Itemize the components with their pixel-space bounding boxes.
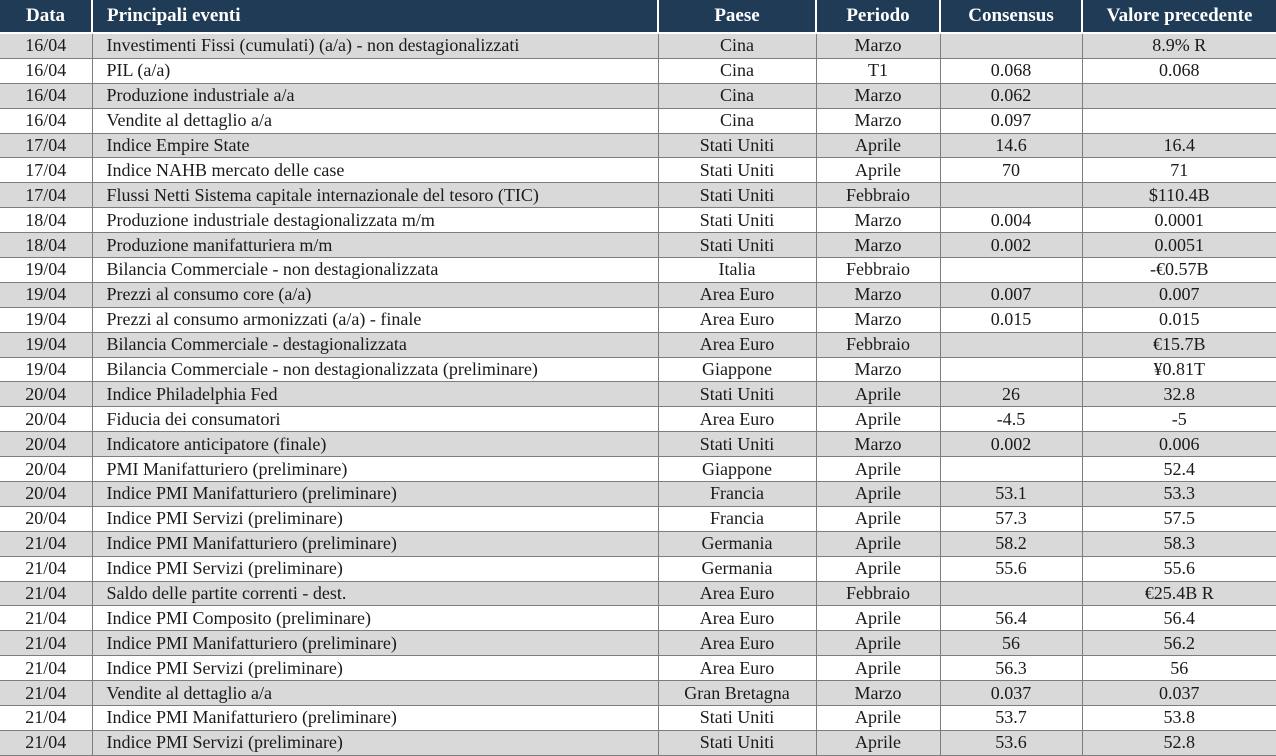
cell-evento: Indice Philadelphia Fed [92,382,658,407]
cell-evento: Indice Empire State [92,133,658,158]
cell-paese: Stati Uniti [658,706,816,731]
cell-periodo: Marzo [816,432,940,457]
cell-data: 16/04 [0,33,92,58]
cell-periodo: Marzo [816,208,940,233]
cell-paese: Area Euro [658,656,816,681]
cell-paese: Gran Bretagna [658,681,816,706]
cell-evento: Indice PMI Manifatturiero (preliminare) [92,482,658,507]
cell-precedente: €15.7B [1082,332,1276,357]
table-row[interactable] [0,357,1276,382]
cell-paese: Cina [658,83,816,108]
table-row[interactable] [0,282,1276,307]
cell-consensus: 0.002 [940,233,1082,258]
cell-consensus [940,33,1082,58]
cell-periodo: Aprile [816,656,940,681]
table-row[interactable] [0,332,1276,357]
cell-evento: Fiducia dei consumatori [92,407,658,432]
column-header-eventi[interactable]: Principali eventi [92,0,658,33]
table-row[interactable] [0,606,1276,631]
cell-data: 17/04 [0,158,92,183]
cell-data: 18/04 [0,233,92,258]
table-row[interactable] [0,482,1276,507]
cell-precedente: 71 [1082,158,1276,183]
table-row[interactable] [0,506,1276,531]
cell-paese: Stati Uniti [658,382,816,407]
cell-periodo: Aprile [816,382,940,407]
cell-consensus: 0.097 [940,108,1082,133]
cell-periodo: Aprile [816,606,940,631]
cell-paese: Cina [658,58,816,83]
table-row[interactable] [0,108,1276,133]
table-row[interactable] [0,681,1276,706]
cell-data: 21/04 [0,681,92,706]
cell-precedente: 0.068 [1082,58,1276,83]
cell-data: 16/04 [0,108,92,133]
cell-consensus: 0.002 [940,432,1082,457]
cell-evento: Flussi Netti Sistema capitale internazionale del tesoro (TIC) [92,183,658,208]
cell-paese: Stati Uniti [658,158,816,183]
table-row[interactable] [0,258,1276,283]
cell-consensus: 58.2 [940,531,1082,556]
cell-consensus: 53.7 [940,706,1082,731]
cell-consensus: 14.6 [940,133,1082,158]
cell-consensus [940,183,1082,208]
cell-paese: Area Euro [658,282,816,307]
cell-paese: Stati Uniti [658,183,816,208]
cell-precedente: 58.3 [1082,531,1276,556]
cell-precedente: 55.6 [1082,556,1276,581]
table-row[interactable] [0,631,1276,656]
cell-periodo: Aprile [816,706,940,731]
cell-periodo: Marzo [816,83,940,108]
table-row[interactable] [0,58,1276,83]
cell-evento: Indice NAHB mercato delle case [92,158,658,183]
cell-periodo: Febbraio [816,581,940,606]
column-header-data[interactable]: Data [0,0,92,33]
table-row[interactable] [0,432,1276,457]
cell-consensus: -4.5 [940,407,1082,432]
cell-data: 19/04 [0,282,92,307]
table-row[interactable] [0,307,1276,332]
cell-data: 16/04 [0,58,92,83]
cell-evento: Indice PMI Manifatturiero (preliminare) [92,706,658,731]
cell-data: 19/04 [0,307,92,332]
cell-precedente: 0.007 [1082,282,1276,307]
cell-data: 21/04 [0,531,92,556]
cell-consensus: 56.3 [940,656,1082,681]
cell-periodo: Marzo [816,33,940,58]
table-body [0,33,1276,755]
cell-data: 21/04 [0,730,92,755]
cell-precedente: 53.3 [1082,482,1276,507]
cell-periodo: Aprile [816,482,940,507]
cell-precedente: 8.9% R [1082,33,1276,58]
cell-consensus: 55.6 [940,556,1082,581]
column-header-consensus[interactable]: Consensus [940,0,1082,33]
cell-paese: Area Euro [658,606,816,631]
table-row[interactable] [0,33,1276,58]
cell-precedente: -€0.57B [1082,258,1276,283]
cell-consensus: 53.6 [940,730,1082,755]
cell-paese: Giappone [658,357,816,382]
cell-periodo: Marzo [816,681,940,706]
table-row[interactable] [0,83,1276,108]
cell-precedente: ¥0.81T [1082,357,1276,382]
cell-precedente: 32.8 [1082,382,1276,407]
cell-data: 16/04 [0,83,92,108]
cell-consensus: 0.037 [940,681,1082,706]
cell-precedente: 0.006 [1082,432,1276,457]
table-row[interactable] [0,730,1276,755]
cell-periodo: Aprile [816,506,940,531]
column-header-periodo[interactable]: Periodo [816,0,940,33]
cell-evento: Prezzi al consumo armonizzati (a/a) - finale [92,307,658,332]
table-row[interactable] [0,656,1276,681]
cell-periodo: Febbraio [816,258,940,283]
cell-data: 20/04 [0,407,92,432]
cell-consensus [940,357,1082,382]
cell-precedente: 52.4 [1082,457,1276,482]
cell-paese: Cina [658,33,816,58]
cell-consensus: 0.004 [940,208,1082,233]
cell-data: 21/04 [0,581,92,606]
cell-paese: Stati Uniti [658,233,816,258]
cell-paese: Area Euro [658,581,816,606]
cell-evento: Indice PMI Servizi (preliminare) [92,506,658,531]
cell-data: 18/04 [0,208,92,233]
cell-paese: Stati Uniti [658,208,816,233]
cell-periodo: Aprile [816,531,940,556]
table-row[interactable] [0,581,1276,606]
table-row[interactable] [0,233,1276,258]
cell-periodo: Marzo [816,357,940,382]
cell-evento: Indice PMI Manifatturiero (preliminare) [92,631,658,656]
cell-periodo: Aprile [816,631,940,656]
cell-evento: Bilancia Commerciale - destagionalizzata [92,332,658,357]
cell-consensus: 0.068 [940,58,1082,83]
cell-precedente [1082,83,1276,108]
table-row[interactable] [0,457,1276,482]
cell-paese: Francia [658,482,816,507]
cell-consensus: 0.015 [940,307,1082,332]
cell-data: 21/04 [0,706,92,731]
cell-consensus: 56.4 [940,606,1082,631]
cell-paese: Germania [658,556,816,581]
cell-consensus [940,457,1082,482]
cell-evento: Bilancia Commerciale - non destagionalizzata [92,258,658,283]
table-row[interactable] [0,183,1276,208]
cell-data: 19/04 [0,332,92,357]
cell-periodo: Aprile [816,407,940,432]
cell-evento: Bilancia Commerciale - non destagionalizzata (preliminare) [92,357,658,382]
cell-precedente: 0.0001 [1082,208,1276,233]
table-row[interactable] [0,407,1276,432]
cell-periodo: Aprile [816,133,940,158]
cell-paese: Area Euro [658,332,816,357]
cell-data: 21/04 [0,656,92,681]
cell-data: 21/04 [0,606,92,631]
table-row[interactable] [0,706,1276,731]
cell-evento: Indice PMI Servizi (preliminare) [92,730,658,755]
cell-data: 19/04 [0,258,92,283]
cell-precedente: 53.8 [1082,706,1276,731]
cell-evento: Investimenti Fissi (cumulati) (a/a) - non destagionalizzati [92,33,658,58]
cell-paese: Giappone [658,457,816,482]
cell-precedente: 0.037 [1082,681,1276,706]
cell-consensus [940,581,1082,606]
cell-periodo: Aprile [816,457,940,482]
cell-periodo: Febbraio [816,183,940,208]
cell-data: 17/04 [0,133,92,158]
cell-data: 20/04 [0,506,92,531]
cell-data: 20/04 [0,457,92,482]
cell-precedente: 56 [1082,656,1276,681]
cell-precedente: 0.0051 [1082,233,1276,258]
cell-periodo: Marzo [816,307,940,332]
cell-evento: Indice PMI Servizi (preliminare) [92,656,658,681]
table-row[interactable] [0,208,1276,233]
table-header-row [0,0,1276,33]
table-row[interactable] [0,382,1276,407]
cell-evento: Indice PMI Servizi (preliminare) [92,556,658,581]
cell-evento: Prezzi al consumo core (a/a) [92,282,658,307]
cell-paese: Stati Uniti [658,133,816,158]
cell-precedente: 0.015 [1082,307,1276,332]
cell-evento: Vendite al dettaglio a/a [92,108,658,133]
cell-consensus [940,258,1082,283]
cell-data: 21/04 [0,631,92,656]
cell-precedente: 52.8 [1082,730,1276,755]
cell-paese: Francia [658,506,816,531]
cell-periodo: Aprile [816,730,940,755]
cell-data: 17/04 [0,183,92,208]
cell-precedente: $110.4B [1082,183,1276,208]
cell-evento: Saldo delle partite correnti - dest. [92,581,658,606]
cell-precedente: 56.4 [1082,606,1276,631]
cell-precedente: -5 [1082,407,1276,432]
cell-evento: PIL (a/a) [92,58,658,83]
cell-evento: Produzione industriale a/a [92,83,658,108]
cell-periodo: Febbraio [816,332,940,357]
cell-data: 21/04 [0,556,92,581]
table-row[interactable] [0,531,1276,556]
cell-periodo: Aprile [816,158,940,183]
cell-periodo: Marzo [816,233,940,258]
cell-precedente: €25.4B R [1082,581,1276,606]
cell-periodo: T1 [816,58,940,83]
table-row[interactable] [0,133,1276,158]
cell-precedente [1082,108,1276,133]
table-row[interactable] [0,158,1276,183]
table-row[interactable] [0,556,1276,581]
cell-consensus [940,332,1082,357]
cell-precedente: 57.5 [1082,506,1276,531]
cell-paese: Area Euro [658,307,816,332]
cell-data: 20/04 [0,382,92,407]
cell-paese: Cina [658,108,816,133]
cell-periodo: Aprile [816,556,940,581]
cell-evento: Vendite al dettaglio a/a [92,681,658,706]
cell-consensus: 26 [940,382,1082,407]
cell-consensus: 70 [940,158,1082,183]
cell-paese: Italia [658,258,816,283]
cell-precedente: 16.4 [1082,133,1276,158]
cell-evento: Produzione industriale destagionalizzata m/m [92,208,658,233]
cell-periodo: Marzo [816,282,940,307]
cell-paese: Germania [658,531,816,556]
column-header-precedente[interactable]: Valore precedente [1082,0,1276,33]
cell-precedente: 56.2 [1082,631,1276,656]
cell-paese: Area Euro [658,631,816,656]
column-header-paese[interactable]: Paese [658,0,816,33]
cell-paese: Stati Uniti [658,730,816,755]
cell-evento: Indice PMI Manifatturiero (preliminare) [92,531,658,556]
cell-evento: PMI Manifatturiero (preliminare) [92,457,658,482]
cell-consensus: 53.1 [940,482,1082,507]
cell-evento: Indicatore anticipatore (finale) [92,432,658,457]
cell-evento: Indice PMI Composito (preliminare) [92,606,658,631]
cell-paese: Area Euro [658,407,816,432]
cell-periodo: Marzo [816,108,940,133]
cell-data: 19/04 [0,357,92,382]
cell-data: 20/04 [0,482,92,507]
cell-consensus: 57.3 [940,506,1082,531]
cell-data: 20/04 [0,432,92,457]
table-header [0,0,1276,33]
cell-consensus: 0.062 [940,83,1082,108]
cell-evento: Produzione manifatturiera m/m [92,233,658,258]
cell-consensus: 56 [940,631,1082,656]
cell-paese: Stati Uniti [658,432,816,457]
cell-consensus: 0.007 [940,282,1082,307]
